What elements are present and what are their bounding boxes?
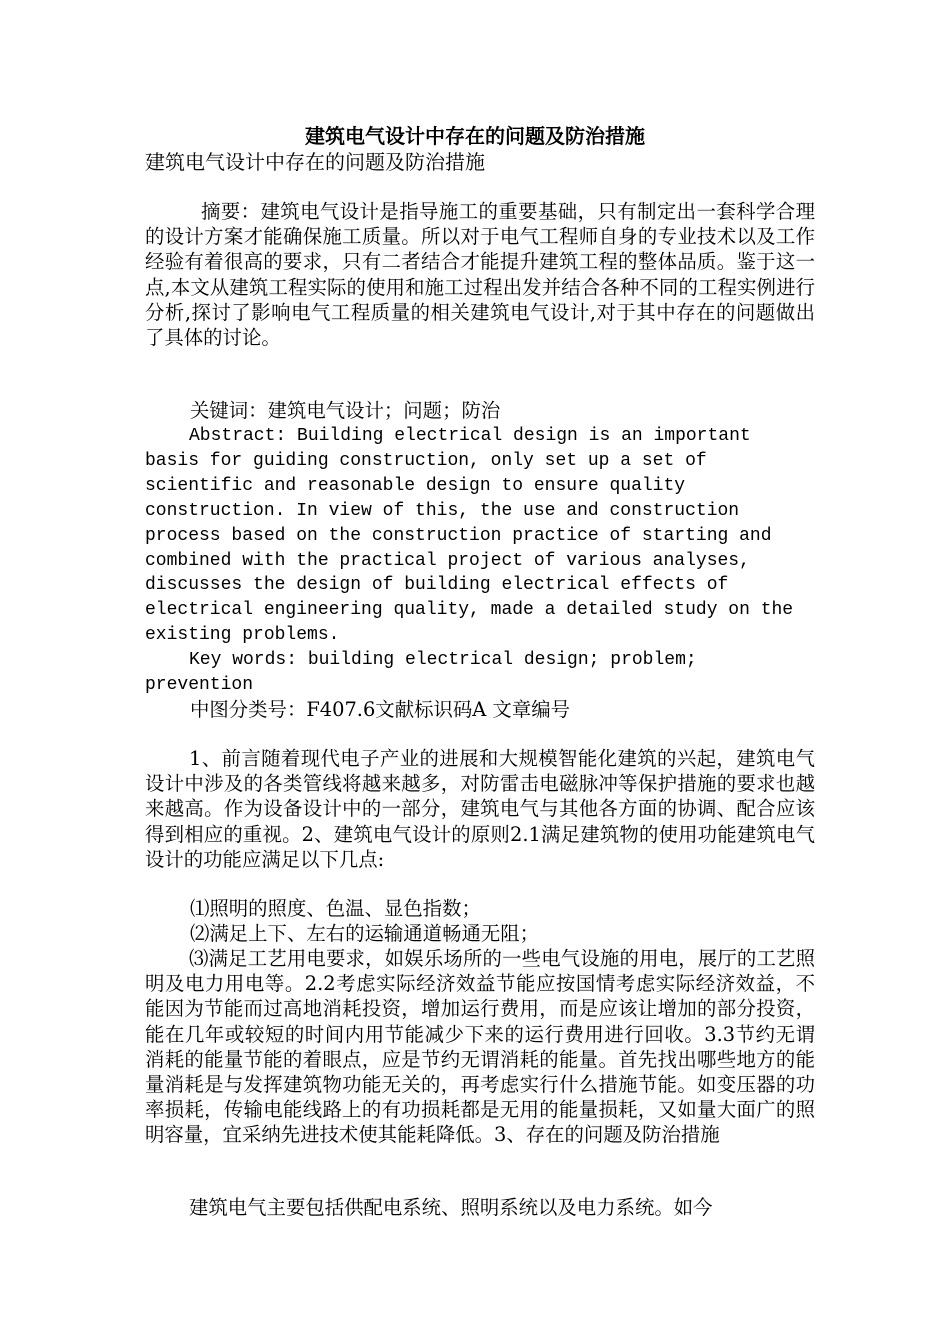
abstract-zh: 摘要：建筑电气设计是指导施工的重要基础，只有制定出一套科学合理的设计方案才能确保施工质量。所以对于电气工程师自身的专业技术以及工作经验有着很高的要求，只有二者结合才能提升建筑工程的整体品质。鉴于这一点,本文从建筑工程实际的使用和施工过程出发并结合各种不同的工程实例进行分析,探讨了影响电气工程质量的相关建筑电气设计,对于其中存在的问题做出了具体的讨论。	[145, 200, 815, 350]
keywords-zh: 关键词：建筑电气设计；问题；防治	[190, 399, 501, 422]
classification-line: 中图分类号：F407.6文献标识码A 文章编号	[190, 698, 570, 721]
abstract-en: Abstract: Building electrical design is an important basis for guiding construction, only set up a set of scientific and reasonable design to ensure quality construction. In view of this, the use and construction process based on the construction practice of starting and combined with the practical project of various analyses, discusses the design of building electrical effects of electrical engineering quality, made a detailed study on the existing problems.	[145, 426, 794, 646]
list-item-2: ⑵满足上下、左右的运输通道畅通无阻；	[190, 922, 540, 945]
body-paragraph-2: 建筑电气主要包括供配电系统、照明系统以及电力系统。如今	[189, 1196, 713, 1219]
body-paragraph-1: 1、前言随着现代电子产业的进展和大规模智能化建筑的兴起，建筑电气设计中涉及的各类管线将越来越多，对防雷击电磁脉冲等保护措施的要求也越来越高。作为设备设计中的一部分，建筑电气与其他各方面的协调、配合应该得到相应的重视。2、建筑电气设计的原则2.1满足建筑物的使用功能建筑电气设计的功能应满足以下几点:	[145, 747, 815, 871]
list-item-1: ⑴照明的照度、色温、显色指数；	[190, 897, 481, 920]
document-subtitle: 建筑电气设计中存在的问题及防治措施	[145, 150, 485, 174]
keywords-en: Key words: building electrical design; problem; prevention	[145, 650, 697, 695]
document-title: 建筑电气设计中存在的问题及防治措施	[305, 124, 645, 148]
list-item-3: ⑶满足工艺用电要求，如娱乐场所的一些电气设施的用电，展厅的工艺照明及电力用电等。2.2考虑实际经济效益节能应按国情考虑实际经济效益，不能因为节能而过高地消耗投资，增加运行费用，而是应该让增加的部分投资，能在几年或较短的时间内用节能减少下来的运行费用进行回收。3.3节约无谓消耗的能量节能的着眼点，应是节约无谓消耗的能量。首先找出哪些地方的能量消耗是与发挥建筑物功能无关的，再考虑实行什么措施节能。如变压器的功率损耗，传输电能线路上的有功损耗都是无用的能量损耗，又如量大面广的照明容量，宜采纳先进技术使其能耗降低。3、存在的问题及防治措施	[145, 947, 815, 1147]
